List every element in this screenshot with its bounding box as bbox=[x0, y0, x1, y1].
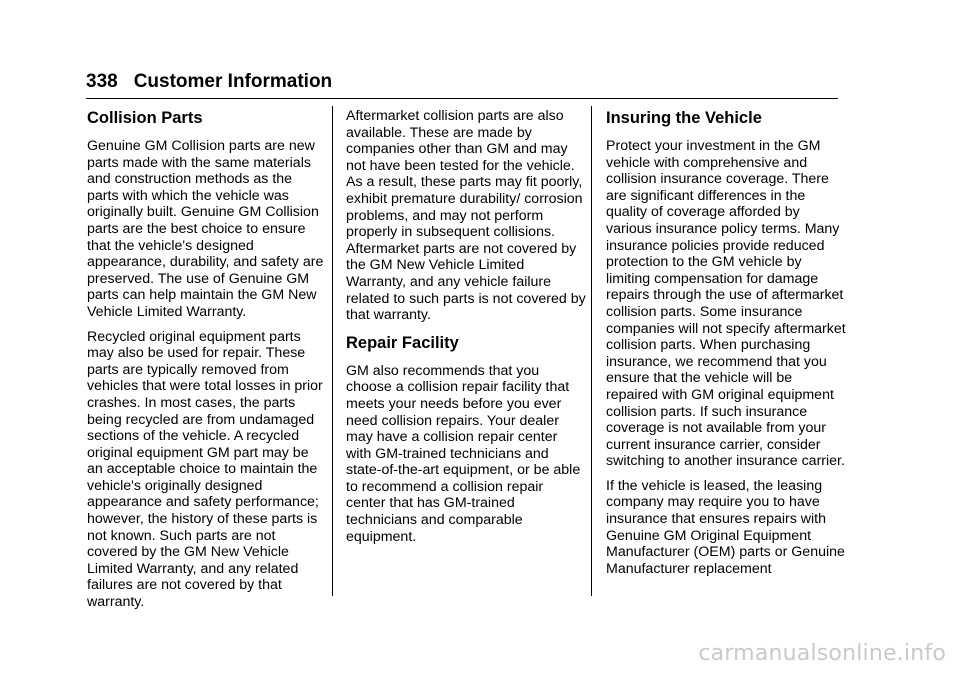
paragraph: If the vehicle is leased, the leasing company may require you to have insurance that ensures repairs with Genuine GM Original Equipment Manufacturer (OEM) parts or Genuine Manufacturer replacement bbox=[606, 477, 845, 577]
paragraph: Genuine GM Collision parts are new parts made with the same materials and construction methods as the parts with which the vehicle was originally built. Genuine GM Collision parts are the best choice to ensure that the vehicle's designed appearance, durability, and safety are preserved. The use of Genuine GM parts can help maintain the GM New Vehicle Limited Warranty. bbox=[87, 138, 324, 320]
heading-collision-parts: Collision Parts bbox=[87, 109, 203, 127]
section-title: Customer Information bbox=[133, 71, 333, 92]
header-rule bbox=[86, 98, 838, 99]
paragraph: Recycled original equipment parts may also be used for repair. These parts are typically removed from vehicles that were total losses in prior crashes. In most cases, the parts being recycled are from undamaged sections of the vehicle. A recycled original equipment GM part may be an acceptable choice to maintain the vehicle's originally designed appearance and safety performance; however, the history of these parts is not known. Such parts are not covered by the GM New Vehicle Limited Warranty, and any related failures are not covered by that warranty. bbox=[87, 328, 323, 611]
paragraph: GM also recommends that you choose a collision repair facility that meets your needs before you ever need collision repairs. Your dealer may have a collision repair center with GM-trained technicians and state-of-the-art equipment, or be able to recommend a collision repair center that has GM-trained technicians and comparable equipment. bbox=[346, 362, 581, 545]
column-insuring-vehicle bbox=[606, 108, 846, 585]
paragraph-continued: Aftermarket collision parts are also available. These are made by companies other than GM and may not have been tested for the vehicle. As a result, these parts may fit poorly, exhibit premature durability/ corrosion problems, and may not perform properly in subsequent collisions. Aftermarket parts are not covered by the GM New Vehicle Limited Warranty, and any vehicle failure related to such parts is not covered by that warranty. bbox=[346, 108, 586, 324]
heading-repair-facility: Repair Facility bbox=[346, 333, 459, 352]
column-divider-2 bbox=[591, 106, 592, 596]
column-divider-1 bbox=[332, 106, 333, 596]
watermark: carmanualsonline.info bbox=[698, 641, 946, 666]
paragraph: Protect your investment in the GM vehicle with comprehensive and collision insurance coverage. There are significant differences in the quality of coverage afforded by various insurance policy terms. Many insurance policies provide reduced protection to the GM vehicle by limiting compensation for damage repairs through the use of aftermarket collision parts. Some insurance companies will not specify aftermarket collision parts. When purchasing insurance, we recommend that you ensure that the vehicle will be repaired with GM original equipment collision parts. If such insurance coverage is not available from your current insurance carrier, consider switching to another insurance carrier. bbox=[606, 138, 846, 470]
column-repair-facility bbox=[346, 108, 586, 553]
heading-insuring-vehicle: Insuring the Vehicle bbox=[606, 109, 762, 127]
page-number: 338 bbox=[86, 71, 118, 92]
column-collision-parts bbox=[87, 108, 327, 619]
page-header bbox=[86, 70, 332, 94]
